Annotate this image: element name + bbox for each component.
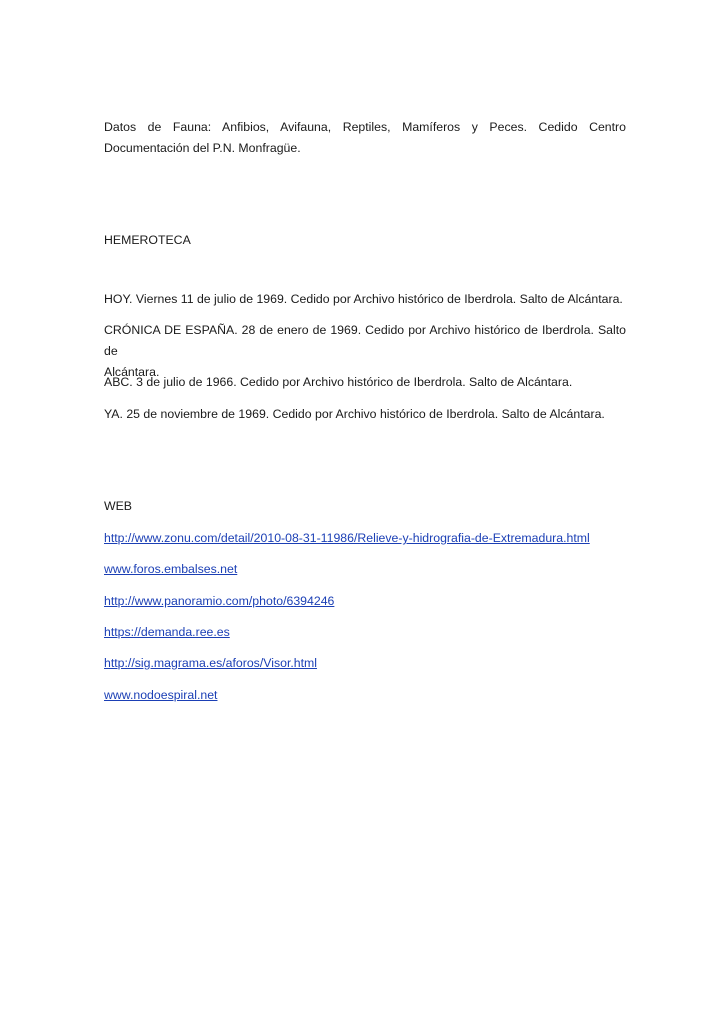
web-link-magrama-aforos[interactable]: http://sig.magrama.es/aforos/Visor.html	[104, 656, 318, 670]
hemeroteca-entry-cronica-line-2: Alcántara.	[104, 365, 160, 379]
hemeroteca-entry-ya: YA. 25 de noviembre de 1969. Cedido por Archivo histórico de Iberdrola. Salto de Alcántara.	[104, 407, 605, 421]
hemeroteca-heading: HEMEROTECA	[104, 233, 191, 247]
hemeroteca-entry-hoy: HOY. Viernes 11 de julio de 1969. Cedido por Archivo histórico de Iberdrola. Salto de Alcántara.	[104, 292, 623, 306]
web-heading: WEB	[104, 499, 133, 513]
hemeroteca-entry-abc: ABC. 3 de julio de 1966. Cedido por Archivo histórico de Iberdrola. Salto de Alcántara.	[104, 375, 573, 389]
web-link-foros-embalses[interactable]: www.foros.embalses.net	[104, 562, 238, 576]
hemeroteca-entry-cronica-line-1: CRÓNICA DE ESPAÑA. 28 de enero de 1969. Cedido por Archivo histórico de Iberdrola. Salto de	[104, 323, 626, 358]
web-link-panoramio[interactable]: http://www.panoramio.com/photo/6394246	[104, 594, 335, 608]
document-page	[104, 0, 626, 1030]
fauna-credit-line-1: Datos de Fauna: Anfibios, Avifauna, Reptiles, Mamíferos y Peces. Cedido Centro	[104, 120, 626, 134]
fauna-credit-line-2: Documentación del P.N. Monfragüe.	[104, 141, 301, 155]
web-link-ree-demanda[interactable]: https://demanda.ree.es	[104, 625, 230, 639]
fauna-credit	[104, 117, 626, 159]
web-link-zonu[interactable]: http://www.zonu.com/detail/2010-08-31-11986/Relieve-y-hidrografia-de-Extremadura.html	[104, 531, 590, 545]
web-link-nodoespiral[interactable]: www.nodoespiral.net	[104, 688, 218, 702]
